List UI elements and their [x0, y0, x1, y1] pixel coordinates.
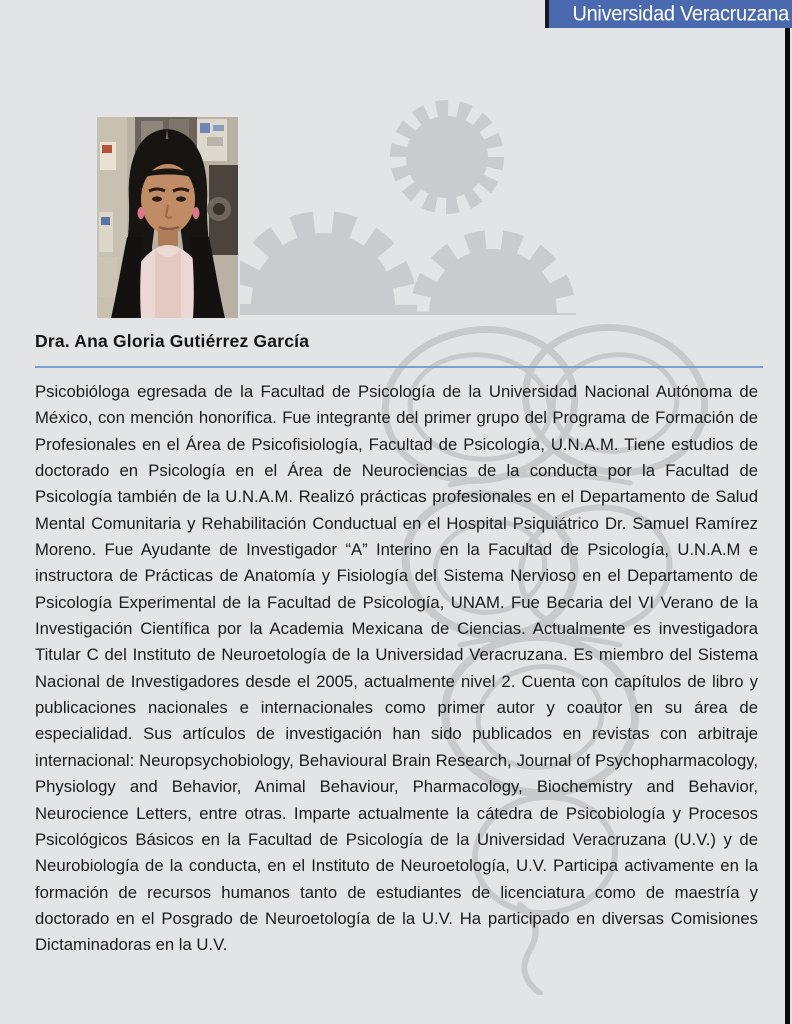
portrait-image — [97, 117, 238, 318]
right-edge-bar — [785, 28, 790, 1024]
profile-bio: Psicobióloga egresada de la Facultad de Psicología de la Universidad Nacional Autónoma de México, con mención honorífica. Fue integrante del primer grupo del Programa de Formación de Profesionales en el Área de Psicofisiología, Facultad de Psicología, U.N.A.M. Tiene estudios de doctorado en Psicología en el Área de Neurociencias de la conducta por la Facultad de Psicología también de la U.N.A.M. Realizó prácticas profesionales en el Departamento de Salud Mental Comunitaria y Rehabilitación Conductual en el Hospital Psiquiátrico Dr. Samuel Ramírez Moreno. Fue Ayudante de Investigador “A” Interino en la Facultad de Psicología, U.N.A.M e instructora de Prácticas de Anatomía y Fisiología del Sistema Nervioso en el Departamento de Psicología Experimental de la Facultad de Psicología, UNAM. Fue Becaria del VI Verano de la Investigación Científica por la Academia Mexicana de Ciencias. Actualmente es investigadora Titular C del Instituto de Neuroetología de la Universidad Veracruzana. Es miembro del Sistema Nacional de Investigadores desde el 2005, actualmente nivel 2. Cuenta con capítulos de libro y publicaciones nacionales e internacionales como primer autor y coautor en su área de especialidad. Sus artículos de investigación han sido publicados en revistas con arbitraje internacional: Neuropsychobiology, Behavioural Brain Research, Journal of Psychopharmacology, Physiology and Behavior, Animal Behaviour, Pharmacology, Biochemistry and Behavior, Neurocience Letters, entre otras. Imparte actualmente la cátedra de Psicobiología y Procesos Psicológicos Básicos en la Facultad de Psicología de la Universidad Veracruzana (U.V.) y de Neurobiología de la conducta, en el Instituto de Neuroetología, U.V. Participa activamente en la formación de recursos humanos tanto de estudiantes de licenciatura como de maestría y doctorado en el Posgrado de Neuroetología de la U.V. Ha participado en diversas Comisiones Dictaminadoras en la U.V. — [35, 382, 758, 955]
profile-name: Dra. Ana Gloria Gutiérrez García — [35, 331, 310, 351]
university-logo-text: Universidad Veracruzana — [572, 1, 789, 26]
gears-decoration — [240, 95, 580, 315]
divider-rule — [35, 366, 763, 368]
university-logo — [545, 0, 792, 28]
profile-photo — [97, 117, 238, 318]
gears-icon — [240, 95, 580, 315]
